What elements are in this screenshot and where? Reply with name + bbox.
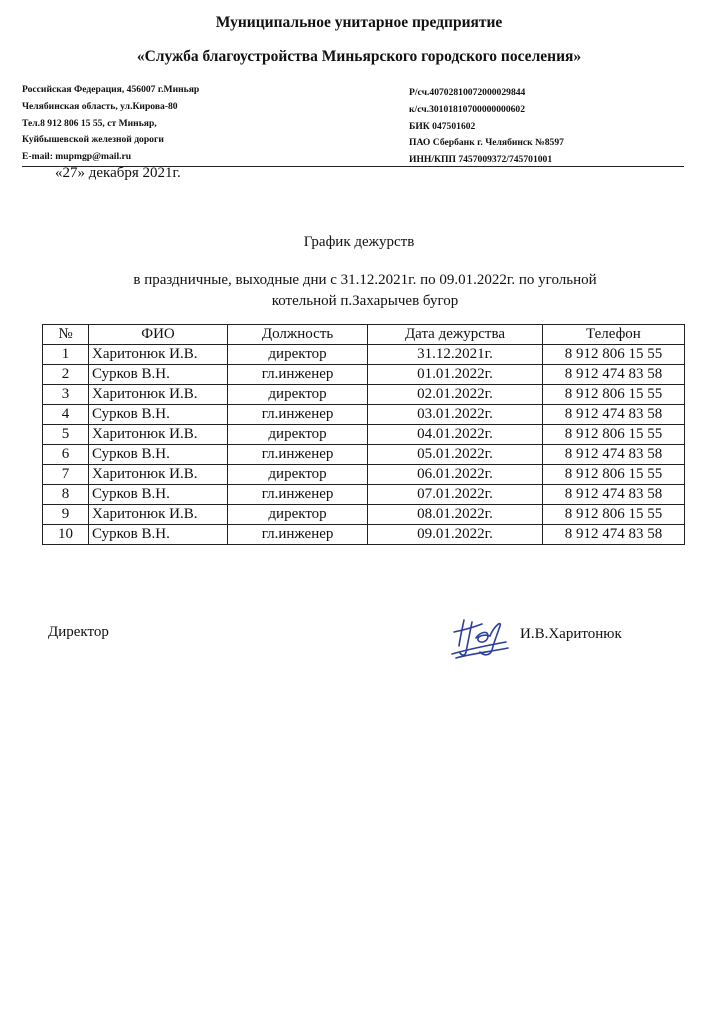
row-number: 2 [43, 365, 89, 385]
row-date: 06.01.2022г. [368, 465, 543, 485]
inn-kpp-line: ИНН/КПП 7457009372/745701001 [409, 154, 553, 166]
row-name: Сурков В.Н. [89, 525, 228, 545]
row-position: гл.инженер [228, 485, 368, 505]
duty-schedule-table [42, 324, 685, 545]
col-header-phone: Телефон [542, 325, 684, 345]
row-phone: 8 912 806 15 55 [542, 465, 684, 485]
row-number: 8 [43, 485, 89, 505]
bank-name-line: ПАО Сбербанк г. Челябинск №8597 [409, 137, 564, 149]
row-date: 03.01.2022г. [368, 405, 543, 425]
row-phone: 8 912 806 15 55 [542, 425, 684, 445]
handwritten-signature [450, 612, 512, 662]
subtitle-line: в праздничные, выходные дни с 31.12.2021г. по 09.01.2022г. по угольной [133, 272, 597, 288]
org-name-heading: «Служба благоустройства Миньярского городского поселения» [136, 48, 582, 65]
row-phone: 8 912 474 83 58 [542, 405, 684, 425]
row-number: 9 [43, 505, 89, 525]
row-date: 09.01.2022г. [368, 525, 543, 545]
row-name: Сурков В.Н. [89, 365, 228, 385]
col-header-date: Дата дежурства [368, 325, 543, 345]
row-date: 04.01.2022г. [368, 425, 543, 445]
bik-line: БИК 047501602 [409, 120, 476, 132]
row-date: 31.12.2021г. [368, 345, 543, 365]
table-row [43, 505, 685, 525]
row-position: гл.инженер [228, 525, 368, 545]
address-line: Челябинская область, ул.Кирова-80 [22, 100, 178, 112]
row-name: Сурков В.Н. [89, 445, 228, 465]
row-position: директор [228, 345, 368, 365]
row-position: директор [228, 385, 368, 405]
row-name: Харитонюк И.В. [89, 425, 228, 445]
row-number: 7 [43, 465, 89, 485]
address-block [22, 82, 199, 166]
address-line: Куйбышевской железной дороги [22, 134, 164, 146]
row-position: директор [228, 505, 368, 525]
table-row [43, 385, 685, 405]
row-phone: 8 912 474 83 58 [542, 445, 684, 465]
row-phone: 8 912 474 83 58 [542, 525, 684, 545]
corr-account-line: к/сч.30101810700000000602 [409, 103, 526, 115]
row-name: Сурков В.Н. [89, 485, 228, 505]
row-position: гл.инженер [228, 445, 368, 465]
document-subtitle [80, 270, 650, 312]
bank-details-block [409, 85, 564, 169]
phone-line: Тел.8 912 806 15 55, ст Миньяр, [22, 117, 157, 129]
row-name: Харитонюк И.В. [89, 505, 228, 525]
row-number: 10 [43, 525, 89, 545]
address-line: Российская Федерация, 456007 г.Миньяр [22, 84, 200, 95]
row-date: 07.01.2022г. [368, 485, 543, 505]
row-number: 5 [43, 425, 89, 445]
document-date: «27» декабря 2021г. [55, 165, 181, 181]
row-number: 3 [43, 385, 89, 405]
row-phone: 8 912 806 15 55 [542, 385, 684, 405]
document-title: График дежурств [303, 234, 415, 250]
row-number: 6 [43, 445, 89, 465]
row-position: гл.инженер [228, 405, 368, 425]
col-header-position: Должность [228, 325, 368, 345]
row-phone: 8 912 474 83 58 [542, 485, 684, 505]
table-header-row [43, 325, 685, 345]
table-row [43, 365, 685, 385]
row-number: 4 [43, 405, 89, 425]
row-phone: 8 912 474 83 58 [542, 365, 684, 385]
row-position: гл.инженер [228, 365, 368, 385]
table-row [43, 445, 685, 465]
row-phone: 8 912 806 15 55 [542, 345, 684, 365]
col-header-number: № [43, 325, 89, 345]
signatory-position: Директор [48, 624, 109, 640]
row-name: Харитонюк И.В. [89, 385, 228, 405]
row-name: Сурков В.Н. [89, 405, 228, 425]
table-row [43, 405, 685, 425]
row-name: Харитонюк И.В. [89, 345, 228, 365]
row-name: Харитонюк И.В. [89, 465, 228, 485]
row-position: директор [228, 465, 368, 485]
row-date: 02.01.2022г. [368, 385, 543, 405]
table-row [43, 485, 685, 505]
row-number: 1 [43, 345, 89, 365]
row-date: 08.01.2022г. [368, 505, 543, 525]
email-line: E-mail: mupmgp@mail.ru [22, 151, 132, 163]
row-date: 01.01.2022г. [368, 365, 543, 385]
row-phone: 8 912 806 15 55 [542, 505, 684, 525]
subtitle-line: котельной п.Захарычев бугор [271, 293, 459, 309]
table-row [43, 345, 685, 365]
table-row [43, 525, 685, 545]
row-position: директор [228, 425, 368, 445]
table-row [43, 465, 685, 485]
signatory-name: И.В.Харитонюк [520, 626, 622, 642]
bank-account-line: Р/сч.40702810072000029844 [409, 87, 526, 98]
row-date: 05.01.2022г. [368, 445, 543, 465]
col-header-name: ФИО [89, 325, 228, 345]
org-type-heading: Муниципальное унитарное предприятие [215, 14, 503, 31]
table-row [43, 425, 685, 445]
